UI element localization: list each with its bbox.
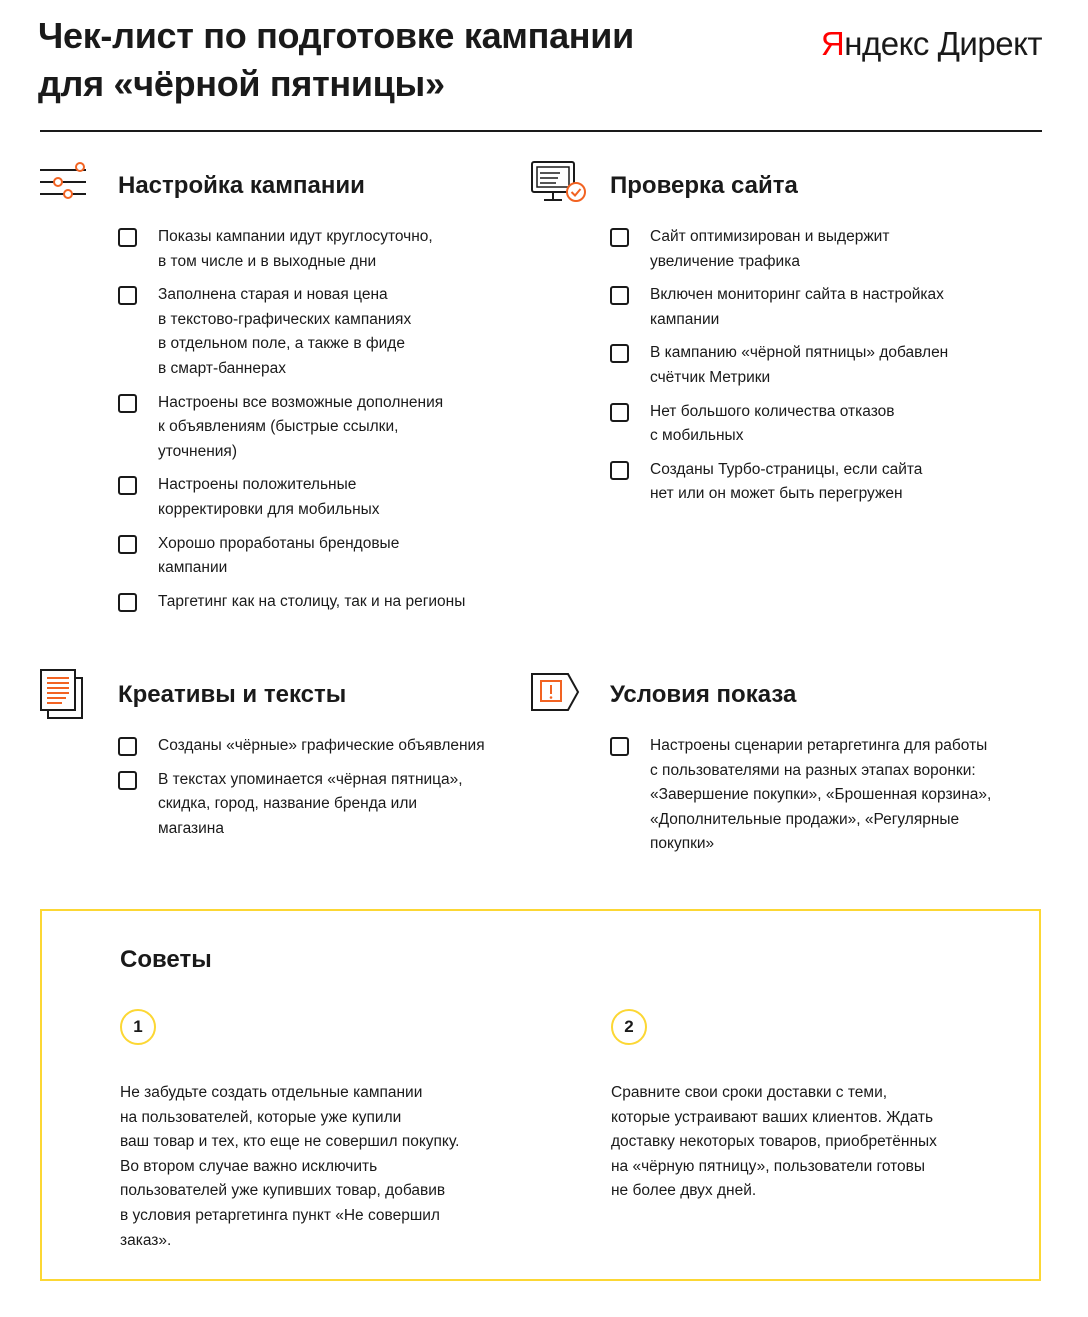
checklist-item[interactable] [118,590,548,615]
section-display-conditions [610,680,1040,866]
checkbox[interactable] [610,737,629,756]
checklist-item-text: Показы кампании идут круглосуточно, в том числе и в выходные дни [158,228,433,270]
tip-text: Сравните свои сроки доставки с теми, которые устраивают ваших клиентов. Ждать доставку некоторых товаров, приобретённых на «чёрную пятницу», пользователи готовы не более двух дней. [611,1084,937,1200]
checklist-item[interactable] [118,391,548,465]
tip-text: Не забудьте создать отдельные кампании на пользователей, которые уже купили ваш товар и тех, кто еще не совершил покупку. Во втором случае важно исключить пользователей уже купивших товар, добавив в условия ретаргетинга пункт «Не совершил заказ». [120,1084,460,1249]
checkbox[interactable] [118,476,137,495]
section-title: Проверка сайта [610,172,798,199]
checklist-item[interactable] [118,532,548,581]
logo-text: ндекс Директ [844,25,1042,62]
checklist-item[interactable] [610,283,1040,332]
checklist-item[interactable] [118,768,548,842]
checklist-item[interactable] [610,734,1040,857]
page-title [38,12,758,108]
yandex-direct-logo [821,24,1042,64]
checklist-item-text: Хорошо проработаны брендовые кампании [158,534,400,577]
checklist-item-text: Таргетинг как на столицу, так и на регионы [158,592,466,610]
tips-title: Советы [120,946,212,973]
tip-number-badge: 1 [120,1009,156,1045]
checklist-item-text: Нет большого количества отказов с мобильных [650,402,895,445]
checklist-item-text: В текстах упоминается «чёрная пятница», скидка, город, название бренда или магазина [158,770,463,837]
checklist-item-text: Настроены положительные корректировки для мобильных [158,476,380,518]
tips-box [40,909,1041,1281]
checklist-item-text: Настроены сценарии ретаргетинга для работы с пользователями на разных этапах воронки: «Завершение покупки», «Брошенная корзина», «Дополнительные продажи», «Регулярные покупки» [650,737,992,853]
sliders-icon [38,159,94,211]
checklist-item[interactable] [610,225,1040,274]
monitor-check-icon [530,159,586,211]
page-title-line-1: Чек-лист по подготовке кампании [38,15,634,56]
checklist-item[interactable] [610,458,1040,507]
checklist-item[interactable] [118,283,548,381]
checklist-item-text: Заполнена старая и новая цена в текстово-графических кампаниях в отдельном поле, а также в фиде в смарт-баннерах [158,286,412,377]
checkbox[interactable] [118,394,137,413]
section-title: Креативы и тексты [118,681,347,708]
checkbox[interactable] [610,403,629,422]
checkbox[interactable] [118,535,137,554]
checklist-item-text: Настроены все возможные дополнения к объявлениям (быстрые ссылки, уточнения) [158,393,444,460]
checkbox[interactable] [610,228,629,247]
checkbox[interactable] [118,286,137,305]
tip-2 [611,1009,1011,1204]
page-title-line-2: для «чёрной пятницы» [38,63,445,104]
section-campaign-settings [118,171,548,623]
checkbox[interactable] [610,461,629,480]
tip-1 [120,1009,520,1253]
checkbox[interactable] [118,771,137,790]
checkbox[interactable] [610,286,629,305]
checkbox[interactable] [610,344,629,363]
checklist-item-text: Сайт оптимизирован и выдержит увеличение трафика [650,228,890,270]
checkbox[interactable] [118,228,137,247]
logo-letter: Я [820,25,845,62]
section-title: Настройка кампании [118,172,365,199]
tip-number-badge: 2 [611,1009,647,1045]
section-creatives [118,680,548,850]
section-site-check [610,171,1040,516]
checklist-item-text: Созданы Турбо-страницы, если сайта нет или он может быть перегружен [650,460,923,503]
checklist-item[interactable] [118,473,548,522]
tag-alert-icon [530,668,586,720]
checklist-item-text: В кампанию «чёрной пятницы» добавлен счётчик Метрики [650,344,949,386]
checkbox[interactable] [118,737,137,756]
checklist-item-text: Включен мониторинг сайта в настройках кампании [650,286,944,328]
checklist-item[interactable] [610,341,1040,390]
checklist-item[interactable] [118,225,548,274]
checklist-item[interactable] [118,734,548,759]
documents-icon [38,668,94,720]
header-divider [40,130,1042,132]
section-title: Условия показа [610,681,797,708]
checklist-item[interactable] [610,400,1040,449]
checklist-item-text: Созданы «чёрные» графические объявления [158,737,485,754]
checkbox[interactable] [118,593,137,612]
